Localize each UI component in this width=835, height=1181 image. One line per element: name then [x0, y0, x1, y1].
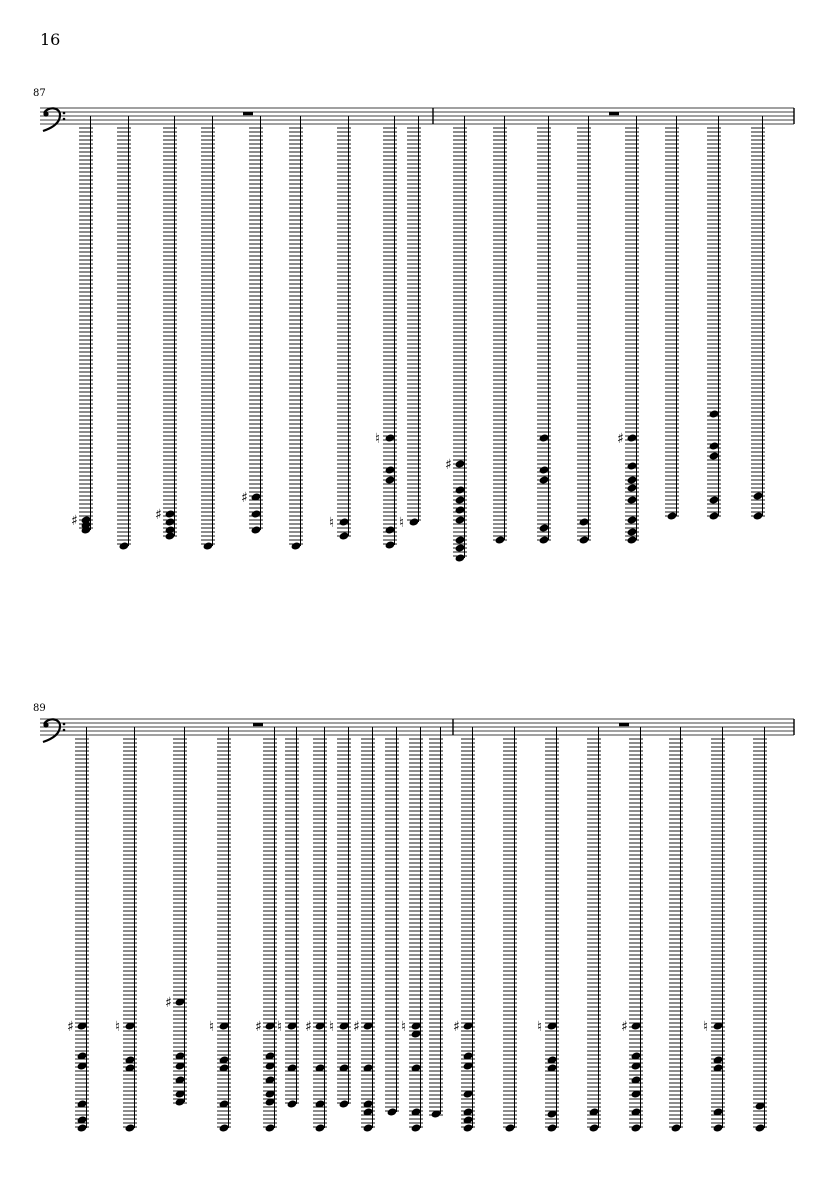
sharp-icon: ♯ [353, 1019, 360, 1035]
note-head [165, 531, 176, 540]
note-head [287, 1099, 298, 1108]
sharp-icon: ♯ [67, 1019, 74, 1035]
measure-number-89: 89 [33, 703, 46, 714]
note-head [455, 485, 466, 494]
note-head [165, 517, 176, 526]
chord [375, 116, 397, 550]
note-head [579, 517, 590, 526]
natural-icon: ♮ [401, 1019, 407, 1035]
chord [669, 727, 683, 1133]
note-head [627, 483, 638, 492]
chord [201, 116, 215, 551]
note-head [627, 433, 638, 442]
note-head [753, 511, 764, 520]
note-head [315, 1123, 326, 1132]
note-head [77, 1123, 88, 1132]
chord [753, 727, 767, 1133]
natural-icon: ♮ [375, 431, 381, 447]
note-head [667, 511, 678, 520]
chord [289, 116, 303, 551]
note-head [219, 1123, 230, 1132]
note-head [363, 1123, 374, 1132]
staff-system-89 [40, 719, 794, 1133]
bass-clef-head [43, 722, 48, 727]
natural-icon: ♮ [329, 1019, 335, 1035]
natural-icon: ♮ [703, 1019, 709, 1035]
note-head [539, 535, 550, 544]
note-head [251, 509, 262, 518]
note-head [627, 461, 638, 470]
note-head [539, 433, 550, 442]
natural-icon: ♮ [115, 1019, 121, 1035]
chord [71, 116, 93, 535]
sharp-icon: ♯ [305, 1019, 312, 1035]
chord [587, 727, 601, 1133]
whole-rest-icon [609, 112, 619, 115]
note-head [709, 409, 720, 418]
note-head [627, 495, 638, 504]
natural-icon: ♮ [399, 515, 405, 531]
note-head [579, 535, 590, 544]
note-head [251, 525, 262, 534]
natural-icon: ♮ [209, 1019, 215, 1035]
note-head [709, 495, 720, 504]
note-head [455, 495, 466, 504]
whole-rest-icon [619, 723, 629, 726]
note-head [755, 1123, 766, 1132]
chord [353, 727, 375, 1133]
note-head [505, 1123, 516, 1132]
note-head [671, 1123, 682, 1132]
note-head [539, 465, 550, 474]
bass-clef-dot [63, 118, 66, 121]
chord [209, 727, 231, 1133]
chord [445, 116, 467, 563]
chord [707, 116, 721, 521]
note-head [547, 1123, 558, 1132]
chord [703, 727, 725, 1133]
chord [751, 116, 765, 521]
note-head [339, 531, 350, 540]
bass-clef-head [43, 111, 48, 116]
whole-rest-icon [243, 112, 253, 115]
note-head [753, 491, 764, 500]
chord [329, 116, 351, 541]
note-head [709, 511, 720, 520]
note-head [203, 541, 214, 550]
whole-rest-icon [253, 723, 263, 726]
note-head [385, 433, 396, 442]
sharp-icon: ♯ [165, 995, 172, 1011]
note-head [385, 475, 396, 484]
note-head [119, 541, 130, 550]
measure-number-87: 87 [33, 88, 46, 99]
chord [493, 116, 507, 545]
bass-clef-dot [63, 729, 66, 732]
chord [241, 116, 263, 535]
note-head [539, 523, 550, 532]
sharp-icon: ♯ [241, 490, 248, 506]
chord [165, 727, 187, 1107]
chord [621, 727, 643, 1133]
chord [155, 116, 177, 541]
note-head [387, 1107, 398, 1116]
chord [329, 727, 351, 1109]
note-head [409, 517, 420, 526]
note-head [455, 459, 466, 468]
note-head [455, 535, 466, 544]
chord [665, 116, 679, 521]
note-head [589, 1123, 600, 1132]
natural-icon: ♮ [277, 1019, 283, 1035]
note-head [455, 553, 466, 562]
chord [401, 727, 423, 1133]
note-head [709, 441, 720, 450]
chord [429, 727, 443, 1119]
note-head [627, 535, 638, 544]
bass-clef-dot [63, 112, 66, 115]
note-head [627, 527, 638, 536]
chord [537, 727, 559, 1133]
chord [399, 116, 421, 531]
chord [255, 727, 277, 1133]
note-head [165, 509, 176, 518]
note-head [627, 515, 638, 524]
chord [277, 727, 299, 1109]
sharp-icon: ♯ [621, 1019, 628, 1035]
note-head [385, 465, 396, 474]
note-head [411, 1123, 422, 1132]
chord [67, 727, 89, 1133]
note-head [125, 1123, 136, 1132]
chord [115, 727, 137, 1133]
sharp-icon: ♯ [617, 431, 624, 447]
page-number: 16 [40, 30, 61, 49]
chord [305, 727, 327, 1133]
note-head [339, 1099, 350, 1108]
bass-clef-dot [63, 723, 66, 726]
natural-icon: ♮ [537, 1019, 543, 1035]
note-head [713, 1123, 724, 1132]
sharp-icon: ♯ [255, 1019, 262, 1035]
note-head [495, 535, 506, 544]
note-head [627, 475, 638, 484]
note-head [339, 517, 350, 526]
note-head [463, 1123, 474, 1132]
note-head [631, 1123, 642, 1132]
chord [617, 116, 639, 545]
chord [503, 727, 517, 1133]
note-head [291, 541, 302, 550]
staff-system-87 [40, 108, 794, 563]
natural-icon: ♮ [329, 515, 335, 531]
note-head [265, 1123, 276, 1132]
sharp-icon: ♯ [71, 513, 78, 529]
note-head [385, 525, 396, 534]
note-head [455, 515, 466, 524]
chord [385, 727, 399, 1117]
note-head [385, 540, 396, 549]
chord [577, 116, 591, 545]
chord [117, 116, 131, 551]
sharp-icon: ♯ [445, 457, 452, 473]
chord [537, 116, 551, 545]
note-head [709, 451, 720, 460]
chord [453, 727, 475, 1133]
note-head [455, 543, 466, 552]
sharp-icon: ♯ [155, 507, 162, 523]
sharp-icon: ♯ [453, 1019, 460, 1035]
note-head [539, 475, 550, 484]
note-head [455, 505, 466, 514]
